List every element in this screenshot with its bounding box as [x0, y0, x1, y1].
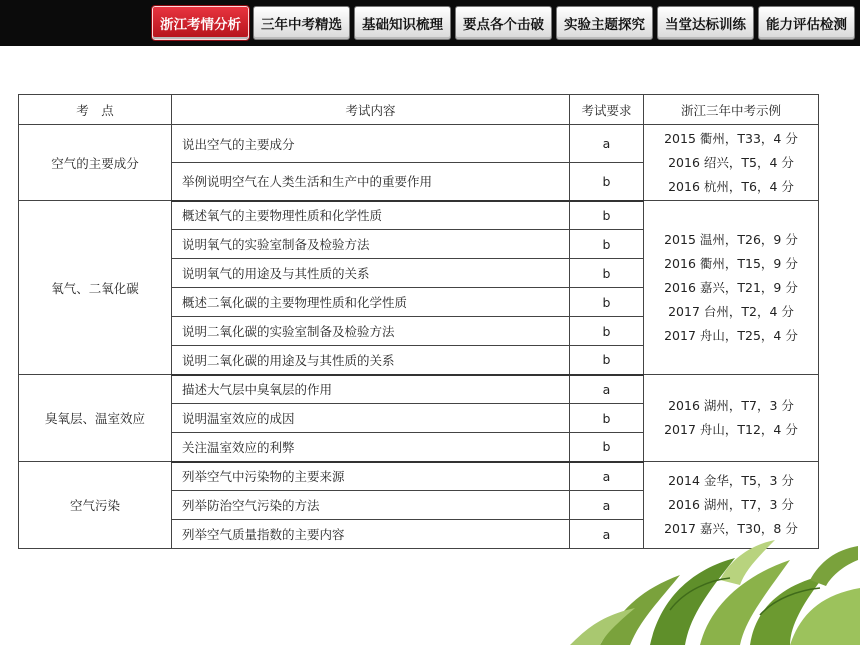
- examples-cell: [644, 201, 819, 375]
- table-header-row: [19, 95, 819, 125]
- top-navigation-bar: [0, 0, 860, 46]
- example-line: 2015 衢州，T33，4 分: [664, 130, 798, 146]
- example-line: 2016 杭州，T6，4 分: [668, 178, 794, 194]
- header-requirement: 考试要求: [570, 95, 644, 125]
- content-cell: 关注温室效应的利弊: [172, 433, 570, 462]
- example-line: 2017 舟山，T25，4 分: [664, 327, 798, 343]
- exam-analysis-table: [18, 94, 819, 549]
- content-cell: 概述氧气的主要物理性质和化学性质: [172, 201, 570, 230]
- example-line: 2016 嘉兴，T21，9 分: [664, 279, 798, 295]
- leaf-shapes: [570, 540, 860, 645]
- content-cell: 说明二氧化碳的用途及与其性质的关系: [172, 346, 570, 375]
- requirement-cell: b: [570, 259, 644, 288]
- content-cell: 列举空气中污染物的主要来源: [172, 462, 570, 491]
- topic-cell: 臭氧层、温室效应: [19, 375, 172, 462]
- examples-cell: [644, 375, 819, 462]
- topic-cell: 氧气、二氧化碳: [19, 201, 172, 375]
- section-tabs: [152, 6, 855, 42]
- header-examples: 浙江三年中考示例: [644, 95, 819, 125]
- content-cell: 说明二氧化碳的实验室制备及检验方法: [172, 317, 570, 346]
- requirement-cell: a: [570, 375, 644, 404]
- example-line: 2016 绍兴，T5，4 分: [668, 154, 794, 170]
- requirement-cell: b: [570, 288, 644, 317]
- decorative-leaves-image: [560, 520, 860, 645]
- content-cell: 列举空气质量指数的主要内容: [172, 520, 570, 549]
- table-row: [19, 125, 819, 163]
- requirement-cell: b: [570, 346, 644, 375]
- tab-key-points[interactable]: 要点各个击破: [455, 6, 552, 40]
- table-row: [19, 462, 819, 491]
- requirement-cell: a: [570, 125, 644, 163]
- tab-ability-assessment[interactable]: 能力评估检测: [758, 6, 855, 40]
- tab-zhejiang-exam-analysis[interactable]: 浙江考情分析: [152, 6, 249, 40]
- header-topic: 考 点: [19, 95, 172, 125]
- example-line: 2017 嘉兴，T30，8 分: [664, 521, 798, 536]
- tab-basic-knowledge-review[interactable]: 基础知识梳理: [354, 6, 451, 40]
- requirement-cell: b: [570, 230, 644, 259]
- tab-three-year-exam-selection[interactable]: 三年中考精选: [253, 6, 350, 40]
- requirement-cell: b: [570, 317, 644, 346]
- header-content: 考试内容: [172, 95, 570, 125]
- content-cell: 说明氧气的用途及与其性质的关系: [172, 259, 570, 288]
- exam-analysis-table-wrapper: [18, 94, 819, 549]
- requirement-cell: a: [570, 520, 644, 549]
- requirement-cell: b: [570, 433, 644, 462]
- content-cell: 概述二氧化碳的主要物理性质和化学性质: [172, 288, 570, 317]
- example-line: 2017 台州，T2，4 分: [668, 303, 794, 319]
- content-cell: 说明氧气的实验室制备及检验方法: [172, 230, 570, 259]
- example-line: 2016 衢州，T15，9 分: [664, 255, 798, 271]
- tab-in-class-practice[interactable]: 当堂达标训练: [657, 6, 754, 40]
- table-row: [19, 201, 819, 230]
- requirement-cell: b: [570, 163, 644, 201]
- content-cell: 举例说明空气在人类生活和生产中的重要作用: [172, 163, 570, 201]
- topic-cell: 空气污染: [19, 462, 172, 549]
- example-line: 2017 舟山，T12，4 分: [664, 422, 798, 437]
- example-line: 2015 温州，T26，9 分: [664, 231, 798, 247]
- example-line: 2016 湖州，T7，3 分: [668, 398, 794, 413]
- table-row: [19, 375, 819, 404]
- requirement-cell: b: [570, 201, 644, 230]
- requirement-cell: a: [570, 491, 644, 520]
- requirement-cell: a: [570, 462, 644, 491]
- topic-cell: 空气的主要成分: [19, 125, 172, 201]
- content-cell: 说明温室效应的成因: [172, 404, 570, 433]
- content-cell: 说出空气的主要成分: [172, 125, 570, 163]
- tab-experiment-inquiry[interactable]: 实验主题探究: [556, 6, 653, 40]
- example-line: 2014 金华，T5，3 分: [668, 473, 794, 488]
- requirement-cell: b: [570, 404, 644, 433]
- content-cell: 列举防治空气污染的方法: [172, 491, 570, 520]
- examples-cell: [644, 125, 819, 201]
- example-line: 2016 湖州，T7，3 分: [668, 497, 794, 512]
- content-cell: 描述大气层中臭氧层的作用: [172, 375, 570, 404]
